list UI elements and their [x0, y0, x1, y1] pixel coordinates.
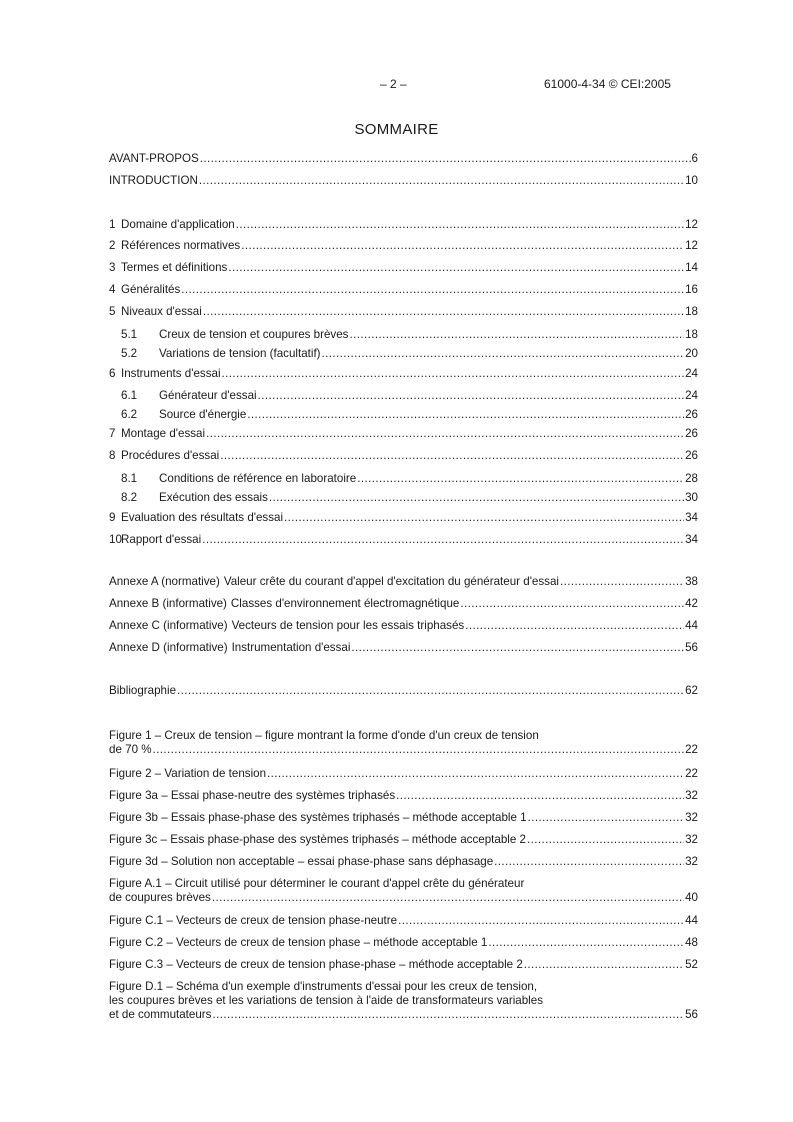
page-ref: 28: [685, 472, 698, 485]
page-ref: 24: [685, 389, 698, 402]
dot-leader: [258, 389, 684, 403]
dot-leader: [236, 218, 684, 232]
dot-leader: [351, 641, 684, 655]
page-ref: 32: [685, 833, 698, 846]
toc-clause[interactable]: [109, 449, 698, 463]
toc-figure[interactable]: [109, 855, 698, 869]
dot-leader: [528, 811, 684, 825]
dot-leader: [220, 449, 684, 463]
figure-caption: Figure 3d – Solution non acceptable – essai phase-phase sans déphasage: [109, 855, 494, 868]
clause-number: 5.2: [121, 347, 138, 360]
page-ref: 22: [685, 743, 698, 756]
figure-caption: de coupures brèves: [109, 891, 211, 904]
clause-title: Instruments d'essai: [121, 367, 221, 380]
toc-clause[interactable]: [109, 305, 698, 319]
dot-leader: [247, 408, 684, 422]
toc-clause[interactable]: [109, 511, 698, 525]
clause-title: Rapport d'essai: [121, 533, 202, 546]
figure-caption-line: Figure D.1 – Schéma d'un exemple d'instruments d'essai pour les creux de tension,: [109, 980, 538, 993]
clause-title: Domaine d'application: [121, 218, 235, 231]
annex-prefix: Annexe B (informative): [109, 597, 227, 610]
dot-leader: [524, 958, 684, 972]
dot-leader: [202, 533, 684, 547]
clause-title: Termes et définitions: [121, 261, 228, 274]
dot-leader: [181, 283, 684, 297]
page-ref: 12: [685, 218, 698, 231]
dot-leader: [494, 855, 684, 869]
annex-title: Valeur crête du courant d'appel d'excitation du générateur d'essai: [223, 575, 559, 588]
figure-caption: Figure C.1 – Vecteurs de creux de tension phase-neutre: [109, 914, 398, 927]
page-ref: 26: [685, 408, 698, 421]
dot-leader: [267, 767, 684, 781]
page-ref: 12: [685, 239, 698, 252]
figure-caption: Figure 2 – Variation de tension: [109, 767, 267, 780]
dot-leader: [206, 427, 684, 441]
toc-figure[interactable]: [109, 767, 698, 781]
page-ref: 22: [685, 767, 698, 780]
dot-leader: [284, 511, 684, 525]
page-ref: 16: [685, 283, 698, 296]
toc-entry[interactable]: [109, 174, 698, 188]
clause-number: 6: [109, 367, 116, 380]
toc-subclause[interactable]: [109, 328, 698, 342]
entry-label: INTRODUCTION: [109, 174, 198, 187]
toc-subclause[interactable]: [109, 491, 698, 505]
page-number: – 2 –: [380, 77, 407, 91]
dot-leader: [222, 367, 685, 381]
page-ref: 10: [685, 174, 698, 187]
clause-title: Procédures d'essai: [121, 449, 220, 462]
toc-subclause[interactable]: [109, 408, 698, 422]
dot-leader: [212, 1008, 684, 1022]
toc-annex[interactable]: [109, 597, 698, 611]
clause-number: 4: [109, 283, 116, 296]
toc-figure[interactable]: [109, 936, 698, 950]
clause-number: 5.1: [121, 328, 138, 341]
page-ref: 6: [691, 152, 698, 165]
dot-leader: [269, 491, 684, 505]
toc-clause[interactable]: [109, 427, 698, 441]
toc-figure[interactable]: [109, 891, 698, 905]
clause-number: 8: [109, 449, 116, 462]
page-ref: 56: [685, 1008, 698, 1021]
toc-clause[interactable]: [109, 261, 698, 275]
dot-leader: [560, 575, 684, 589]
page-ref: 44: [685, 619, 698, 632]
toc-bibliography[interactable]: [109, 684, 698, 698]
figure-caption: de 70 %: [109, 743, 152, 756]
dot-leader: [199, 174, 684, 188]
toc-clause[interactable]: [109, 239, 698, 253]
page-ref: 32: [685, 811, 698, 824]
clause-title: Références normatives: [121, 239, 241, 252]
clause-number: 8.1: [121, 472, 138, 485]
dot-leader: [322, 347, 685, 361]
page-ref: 30: [685, 491, 698, 504]
dot-leader: [349, 328, 684, 342]
page-ref: 34: [685, 533, 698, 546]
page-ref: 62: [685, 684, 698, 697]
page-ref: 32: [685, 789, 698, 802]
toc-figure[interactable]: [109, 789, 698, 803]
page-ref: 26: [685, 427, 698, 440]
dot-leader: [200, 152, 691, 166]
dot-leader: [241, 239, 684, 253]
document-reference: 61000-4-34 © CEI:2005: [544, 77, 671, 91]
clause-title: Générateur d'essai: [159, 389, 257, 402]
clause-title: Source d'énergie: [159, 408, 247, 421]
toc-figure[interactable]: [109, 1008, 698, 1022]
page-ref: 56: [685, 641, 698, 654]
clause-number: 1: [109, 218, 116, 231]
page-ref: 40: [685, 891, 698, 904]
toc-figure[interactable]: [109, 914, 698, 928]
clause-title: Généralités: [121, 283, 181, 296]
page-ref: 38: [685, 575, 698, 588]
dot-leader: [396, 789, 684, 803]
clause-number: 3: [109, 261, 116, 274]
page-ref: 24: [685, 367, 698, 380]
annex-title: Instrumentation d'essai: [231, 641, 351, 654]
page-ref: 32: [685, 855, 698, 868]
page-ref: 20: [685, 347, 698, 360]
clause-number: 8.2: [121, 491, 138, 504]
annex-prefix: Annexe D (informative): [109, 641, 228, 654]
clause-title: Exécution des essais: [159, 491, 268, 504]
dot-leader: [177, 684, 684, 698]
clause-number: 6.1: [121, 389, 138, 402]
dot-leader: [357, 472, 684, 486]
clause-number: 7: [109, 427, 116, 440]
clause-title: Creux de tension et coupures brèves: [159, 328, 349, 341]
clause-title: Niveaux d'essai: [121, 305, 202, 318]
figure-caption: et de commutateurs: [109, 1008, 212, 1021]
clause-number: 2: [109, 239, 116, 252]
toc-figure[interactable]: [109, 811, 698, 825]
dot-leader: [527, 833, 684, 847]
figure-caption: Figure 3b – Essais phase-phase des systèmes triphasés – méthode acceptable 1: [109, 811, 527, 824]
page-ref: 14: [685, 261, 698, 274]
toc-subclause[interactable]: [109, 347, 698, 361]
toc-clause[interactable]: [109, 218, 698, 232]
dot-leader: [465, 619, 684, 633]
clause-title: Variations de tension (facultatif): [159, 347, 321, 360]
toc-subclause[interactable]: [109, 389, 698, 403]
figure-caption: Figure 3c – Essais phase-phase des systèmes triphasés – méthode acceptable 2: [109, 833, 526, 846]
clause-title: Conditions de référence en laboratoire: [159, 472, 357, 485]
toc-annex[interactable]: [109, 575, 698, 589]
dot-leader: [488, 936, 684, 950]
annex-title: Vecteurs de tension pour les essais triphasés: [231, 619, 465, 632]
toc-figure[interactable]: [109, 833, 698, 847]
dot-leader: [398, 914, 684, 928]
clause-title: Montage d'essai: [121, 427, 206, 440]
page-ref: 18: [685, 305, 698, 318]
clause-number: 10: [109, 533, 122, 546]
clause-number: 6.2: [121, 408, 138, 421]
page-ref: 42: [685, 597, 698, 610]
toc-clause[interactable]: [109, 533, 698, 547]
annex-prefix: Annexe C (informative): [109, 619, 228, 632]
dot-leader: [228, 261, 684, 275]
figure-caption-line: les coupures brèves et les variations de tension à l'aide de transformateurs variables: [109, 994, 543, 1007]
dot-leader: [153, 743, 685, 757]
toc-annex[interactable]: [109, 641, 698, 655]
annex-title: Classes d'environnement électromagnétique: [230, 597, 460, 610]
figure-caption: Figure 3a – Essai phase-neutre des systèmes triphasés: [109, 789, 396, 802]
toc-annex[interactable]: [109, 619, 698, 633]
page-ref: 44: [685, 914, 698, 927]
figure-caption-line: Figure A.1 – Circuit utilisé pour déterminer le courant d'appel crête du générateur: [109, 877, 525, 890]
clause-number: 9: [109, 511, 116, 524]
entry-label: Bibliographie: [109, 684, 177, 697]
dot-leader: [212, 891, 684, 905]
page-ref: 26: [685, 449, 698, 462]
figure-caption-line: Figure 1 – Creux de tension – figure montrant la forme d'onde d'un creux de tension: [109, 729, 539, 742]
figure-caption: Figure C.3 – Vecteurs de creux de tension phase-phase – méthode acceptable 2: [109, 958, 523, 971]
entry-label: AVANT-PROPOS: [109, 152, 199, 165]
clause-number: 5: [109, 305, 116, 318]
page-ref: 48: [685, 936, 698, 949]
dot-leader: [203, 305, 684, 319]
toc-figure[interactable]: [109, 958, 698, 972]
toc-entry[interactable]: [109, 152, 698, 166]
toc-title: SOMMAIRE: [354, 121, 439, 138]
page-ref: 34: [685, 511, 698, 524]
toc-subclause[interactable]: [109, 472, 698, 486]
toc-clause[interactable]: [109, 367, 698, 381]
page-ref: 18: [685, 328, 698, 341]
clause-title: Evaluation des résultats d'essai: [121, 511, 284, 524]
annex-prefix: Annexe A (normative): [109, 575, 220, 588]
toc-figure[interactable]: [109, 743, 698, 757]
figure-caption: Figure C.2 – Vecteurs de creux de tension phase – méthode acceptable 1: [109, 936, 488, 949]
page-ref: 52: [685, 958, 698, 971]
toc-clause[interactable]: [109, 283, 698, 297]
dot-leader: [460, 597, 684, 611]
